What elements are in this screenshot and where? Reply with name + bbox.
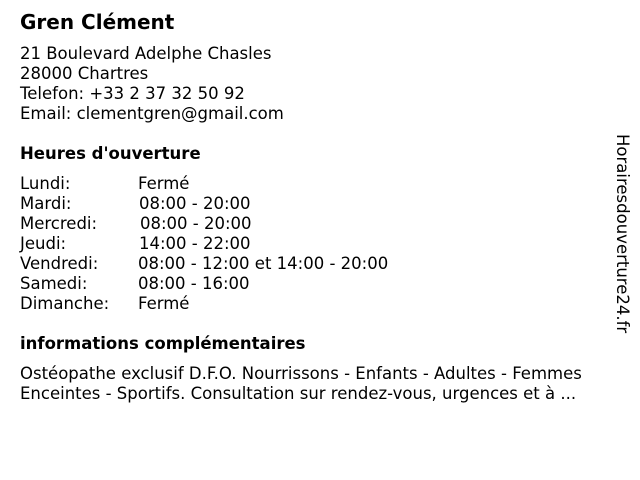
hours-heading: Heures d'ouverture <box>20 144 201 163</box>
info-text <box>20 364 625 404</box>
hours-day-label: Lundi: <box>20 174 71 193</box>
hours-day-label: Samedi: <box>20 274 88 293</box>
hours-value: Fermé <box>138 174 190 193</box>
hours-value: 08:00 - 20:00 <box>139 194 251 213</box>
phone-line[interactable]: Telefon: +33 2 37 32 50 92 <box>20 84 245 103</box>
info-line-2: Enceintes - Sportifs. Consultation sur rendez-vous, urgences et à ... <box>20 384 577 403</box>
address-line-city: 28000 Chartres <box>20 64 149 83</box>
address-line-street: 21 Boulevard Adelphe Chasles <box>20 44 272 63</box>
site-watermark: Horairesdouverture24.fr <box>613 134 632 334</box>
hours-day-label: Dimanche: <box>20 294 110 313</box>
email-line[interactable]: Email: clementgren@gmail.com <box>20 104 284 123</box>
hours-day-label: Mardi: <box>20 194 72 213</box>
hours-day-label: Jeudi: <box>20 234 67 253</box>
hours-day-label: Vendredi: <box>20 254 99 273</box>
info-heading: informations complémentaires <box>20 334 306 353</box>
hours-value: 14:00 - 22:00 <box>139 234 251 253</box>
contact-block <box>20 44 284 124</box>
hours-value: 08:00 - 20:00 <box>140 214 252 233</box>
hours-value: 08:00 - 12:00 et 14:00 - 20:00 <box>138 254 389 273</box>
hours-day-label: Mercredi: <box>20 214 98 233</box>
info-line-1: Ostéopathe exclusif D.F.O. Nourrissons - Enfants - Adultes - Femmes <box>20 364 582 383</box>
hours-value: 08:00 - 16:00 <box>138 274 250 293</box>
business-name: Gren Clément <box>20 10 175 34</box>
hours-value: Fermé <box>138 294 190 313</box>
